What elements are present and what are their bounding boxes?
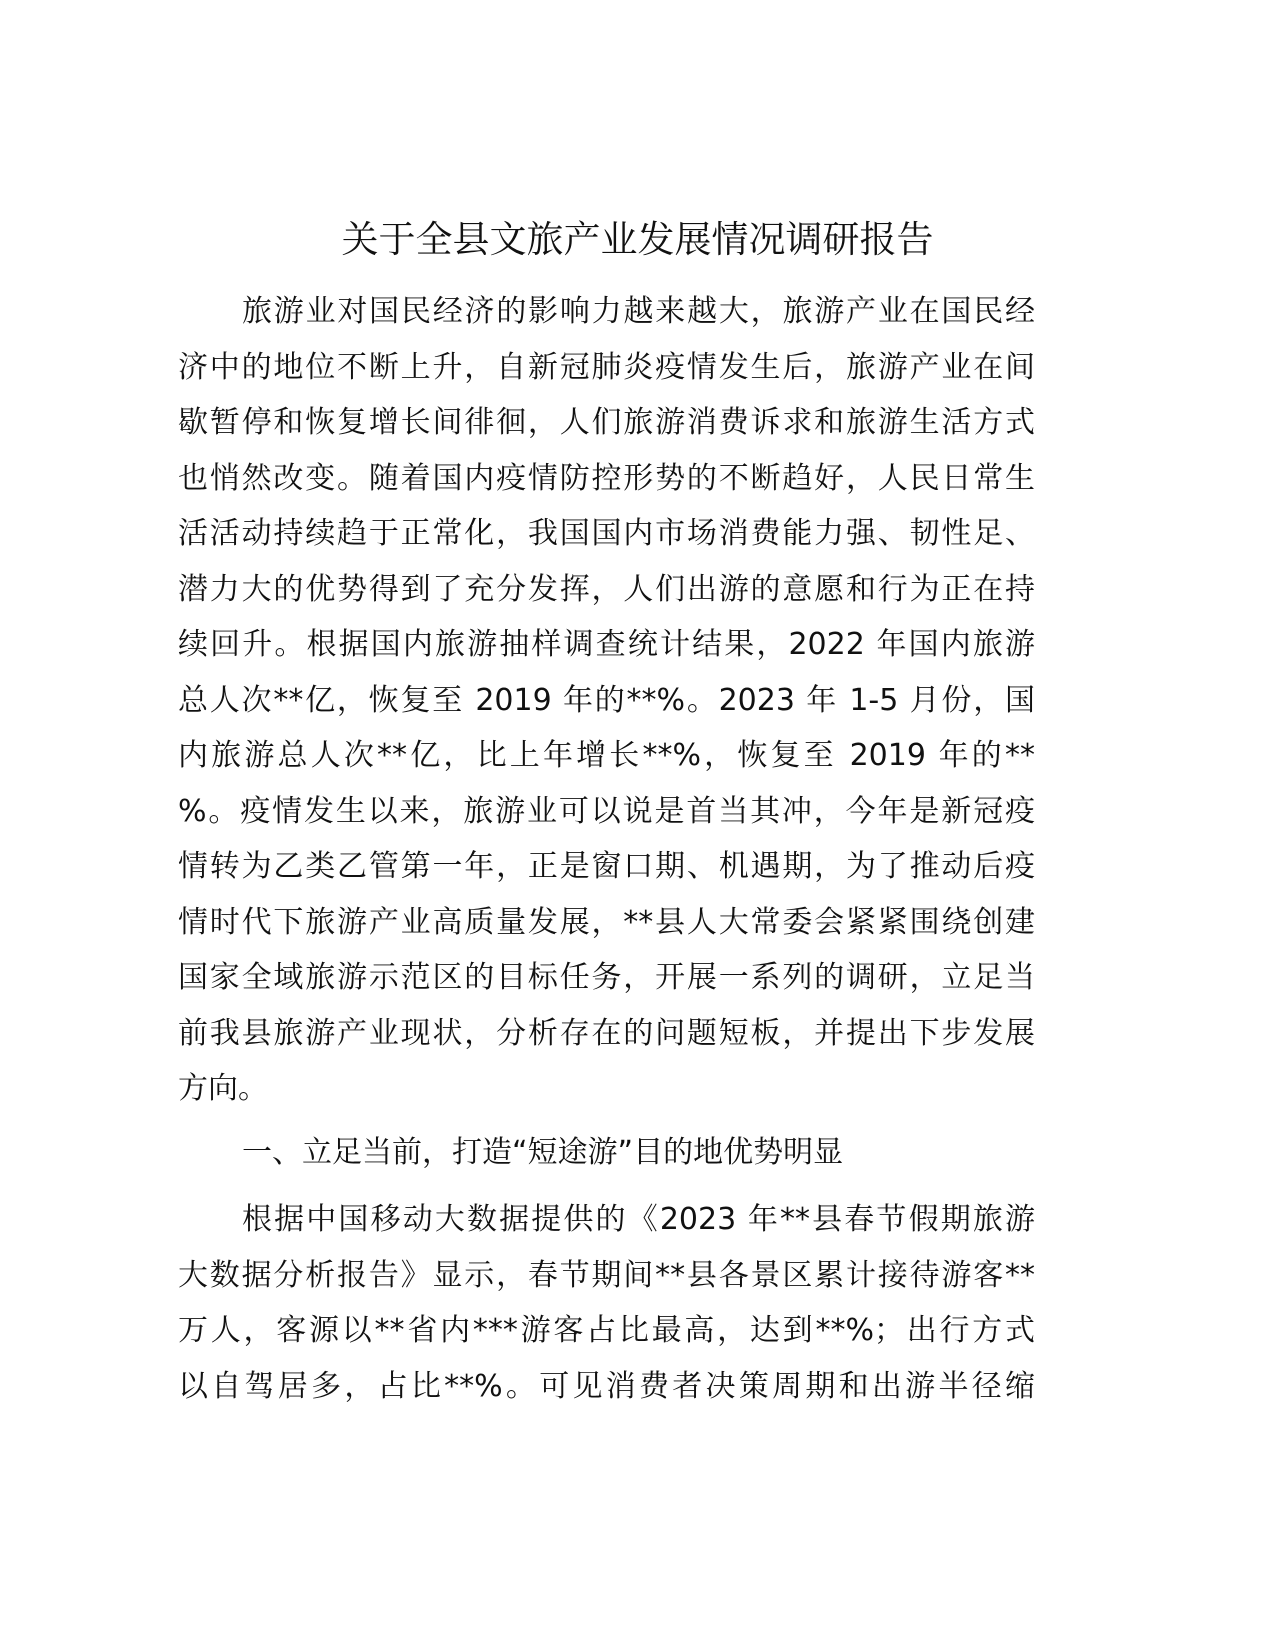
paragraph-line: 大数据分析报告》显示，春节期间**县各景区累计接待游客**	[178, 1258, 1035, 1293]
paragraph-line: 也悄然改变。随着国内疫情防控形势的不断趋好，人民日常生	[178, 461, 1035, 496]
paragraph-line: 以自驾居多，占比**%。可见消费者决策周期和出游半径缩	[178, 1369, 1035, 1404]
paragraph-line: %。疫情发生以来，旅游业可以说是首当其冲，今年是新冠疫	[178, 794, 1035, 829]
paragraph-line: 方向。	[178, 1071, 268, 1106]
document-title: 关于全县文旅产业发展情况调研报告	[341, 218, 934, 261]
paragraph-line: 情转为乙类乙管第一年，正是窗口期、机遇期，为了推动后疫	[178, 849, 1035, 884]
paragraph-line: 歇暂停和恢复增长间徘徊，人们旅游消费诉求和旅游生活方式	[178, 405, 1035, 440]
paragraph-line: 总人次**亿，恢复至 2019 年的**%。2023 年 1-5 月份，国	[178, 683, 1035, 718]
paragraph-line: 内旅游总人次**亿，比上年增长**%，恢复至 2019 年的**	[178, 738, 1035, 773]
paragraph-line: 活活动持续趋于正常化，我国国内市场消费能力强、韧性足、	[178, 516, 1035, 551]
paragraph-line: 万人，客源以**省内***游客占比最高，达到**%；出行方式	[178, 1313, 1035, 1348]
paragraph-line: 前我县旅游产业现状，分析存在的问题短板，并提出下步发展	[178, 1016, 1035, 1051]
paragraph-line: 潜力大的优势得到了充分发挥，人们出游的意愿和行为正在持	[178, 572, 1035, 607]
paragraph-line: 续回升。根据国内旅游抽样调查统计结果，2022 年国内旅游	[178, 627, 1035, 662]
paragraph-line: 根据中国移动大数据提供的《2023 年**县春节假期旅游	[242, 1202, 1035, 1237]
paragraph-line: 情时代下旅游产业高质量发展，**县人大常委会紧紧围绕创建	[178, 905, 1035, 940]
paragraph-line: 国家全域旅游示范区的目标任务，开展一系列的调研，立足当	[178, 960, 1035, 995]
section-heading: 一、立足当前，打造“短途游”目的地优势明显	[242, 1135, 844, 1170]
paragraph-line: 旅游业对国民经济的影响力越来越大，旅游产业在国民经	[242, 294, 1035, 329]
paragraph-line: 济中的地位不断上升，自新冠肺炎疫情发生后，旅游产业在间	[178, 350, 1035, 385]
